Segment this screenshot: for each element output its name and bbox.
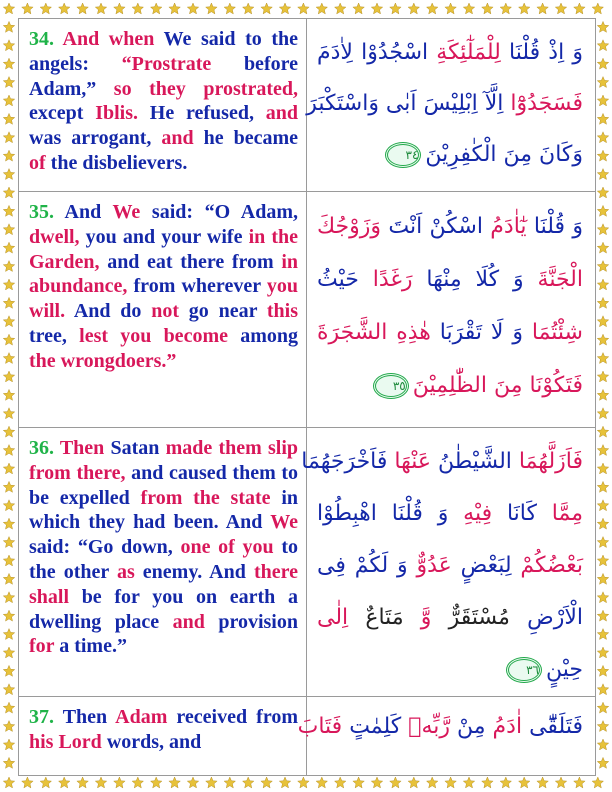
star-icon	[114, 3, 125, 14]
star-icon	[3, 426, 14, 437]
star-icon	[3, 297, 14, 308]
star-icon	[22, 3, 33, 14]
ayah-end-icon: ٣٦	[506, 657, 542, 683]
star-icon	[40, 777, 51, 788]
star-icon	[597, 150, 608, 161]
arabic-word: وَ قُلْنَا	[526, 214, 583, 239]
star-icon	[597, 702, 608, 713]
translation-phrase: Then	[59, 437, 111, 459]
translation-phrase: you will.	[29, 275, 298, 323]
arabic-verse	[306, 19, 587, 191]
translation-phrase: to the other	[29, 536, 298, 583]
arabic-word: رَغَدًا	[358, 267, 413, 292]
arabic-word: الشَّيْطٰنُ	[431, 449, 512, 474]
arabic-word: الْجَنَّةَ	[523, 267, 583, 292]
translation-phrase: be for you	[81, 585, 196, 608]
star-icon	[597, 132, 608, 143]
star-icon	[597, 721, 608, 732]
verse-row-36	[19, 428, 595, 697]
star-icon	[3, 445, 14, 456]
star-icon	[206, 777, 217, 788]
arabic-word: مِمَّا	[536, 501, 583, 526]
arabic-line	[317, 27, 583, 78]
star-icon	[537, 777, 548, 788]
translation-phrase: Iblis.	[95, 102, 150, 125]
star-icon	[597, 445, 608, 456]
star-icon	[3, 21, 14, 32]
star-icon	[597, 389, 608, 400]
translation-phrase: on earth	[195, 585, 288, 608]
english-translation	[19, 19, 307, 191]
arabic-word: اهْبِطُوْا	[317, 501, 377, 526]
star-icon	[3, 316, 14, 327]
star-icon	[77, 777, 88, 788]
star-icon	[316, 3, 327, 14]
translation-phrase: a time.”	[59, 635, 127, 658]
star-icon	[390, 3, 401, 14]
star-icon	[597, 610, 608, 621]
arabic-word: لِلْمَلٰٓئِكَةِ	[428, 40, 501, 65]
star-icon	[169, 777, 180, 788]
translation-phrase: the wrongdoers.”	[29, 349, 177, 372]
star-icon	[482, 777, 493, 788]
arabic-word: فَاَزَلَّهُمَا	[511, 449, 583, 474]
star-icon	[597, 500, 608, 511]
star-icon	[224, 777, 235, 788]
arabic-word: وَ لَكُمْ فِى	[317, 553, 408, 578]
translation-phrase: his Lord	[29, 730, 107, 753]
translation-phrase: not	[151, 300, 189, 323]
translation-phrase: We said	[163, 28, 246, 50]
ayah-end-icon: ٣٤	[385, 142, 421, 168]
star-icon	[592, 777, 603, 788]
star-icon	[427, 777, 438, 788]
star-icon	[371, 3, 382, 14]
star-icon	[574, 777, 585, 788]
verse-number: 37.	[29, 706, 63, 728]
arabic-word: اِلَّآ اِبْلِيْسَ	[416, 91, 504, 116]
translation-phrase: in which they had been. And	[29, 486, 298, 534]
star-icon	[592, 3, 603, 14]
translation-phrase: Adam	[115, 706, 177, 728]
ayah-end-icon: ٣٥	[373, 373, 409, 399]
star-icon	[597, 555, 608, 566]
arabic-word: اِلٰى	[317, 605, 349, 630]
star-icon	[3, 592, 14, 603]
star-icon	[3, 573, 14, 584]
arabic-word: مِنْ	[450, 714, 486, 739]
star-icon	[3, 3, 14, 14]
arabic-word: اٰدَمُ	[485, 714, 523, 739]
arabic-verse	[315, 192, 587, 427]
star-icon	[22, 777, 33, 788]
arabic-word: وَ اِذْ قُلْنَا	[500, 40, 583, 65]
arabic-word: وَ قُلْنَا	[376, 501, 449, 526]
star-icon	[243, 3, 254, 14]
verse-row-34	[19, 19, 595, 192]
star-icon	[482, 3, 493, 14]
translation-phrase: from the state	[140, 486, 282, 509]
arabic-word: رَّبِّهٖ	[401, 714, 451, 739]
translation-phrase: received from	[176, 706, 298, 728]
star-icon	[3, 224, 14, 235]
translation-phrase: tree,	[29, 324, 80, 347]
star-icon	[597, 242, 608, 253]
star-icon	[3, 77, 14, 88]
star-icon	[445, 777, 456, 788]
arabic-line	[317, 306, 583, 359]
star-icon	[597, 334, 608, 345]
arabic-word: فَتَلَقّٰٓى	[522, 714, 583, 739]
star-icon	[3, 353, 14, 364]
star-icon	[500, 3, 511, 14]
star-icon	[597, 224, 608, 235]
translation-phrase: and	[161, 127, 204, 150]
star-icon	[151, 3, 162, 14]
translation-phrase: And	[64, 201, 113, 223]
star-icon	[597, 95, 608, 106]
star-icon	[445, 3, 456, 14]
arabic-line	[301, 436, 583, 488]
star-icon	[519, 3, 530, 14]
star-icon	[597, 205, 608, 216]
translation-phrase: you and your wife	[85, 225, 249, 248]
arabic-word: كَانَا	[492, 501, 537, 526]
arabic-line	[306, 78, 583, 129]
verse-row-35	[19, 192, 595, 428]
star-icon	[335, 777, 346, 788]
star-icon	[3, 334, 14, 345]
translation-phrase: “Prostrate	[121, 52, 244, 75]
arabic-word: مَتَاعٌ	[348, 605, 404, 630]
translation-phrase: in abundance,	[29, 250, 299, 298]
arabic-verse	[301, 428, 587, 696]
verse-row-37	[19, 697, 595, 775]
arabic-word: اسْجُدُوْا لِاٰدَمَ	[317, 40, 429, 65]
star-icon	[597, 316, 608, 327]
arabic-word: وَّ	[403, 605, 432, 630]
translation-phrase: in the Garden,	[29, 225, 299, 273]
star-icon	[3, 408, 14, 419]
arabic-word: مُسْتَقَرٌّ	[431, 605, 510, 630]
star-icon	[3, 518, 14, 529]
translation-phrase: Then	[62, 706, 116, 728]
star-icon	[597, 113, 608, 124]
star-icon	[353, 777, 364, 788]
star-icon	[224, 3, 235, 14]
star-icon	[463, 777, 474, 788]
star-icon	[3, 205, 14, 216]
star-icon	[3, 95, 14, 106]
translation-phrase: so they prostrated,	[113, 77, 298, 100]
arabic-line	[317, 253, 583, 306]
star-icon	[597, 353, 608, 364]
star-icon	[597, 629, 608, 640]
arabic-word: عَنْهَا	[387, 449, 432, 474]
star-icon	[597, 592, 608, 603]
star-icon	[597, 58, 608, 69]
translation-phrase: one of you	[180, 536, 282, 559]
star-icon	[3, 389, 14, 400]
star-icon	[95, 3, 106, 14]
arabic-word: بَعْضُكُمْ	[511, 553, 583, 578]
arabic-verse	[297, 697, 587, 775]
translation-phrase: said: “O Adam,	[151, 201, 298, 223]
arabic-word: يٰٓاٰدَمُ	[482, 214, 527, 239]
translation-phrase: And when	[62, 28, 164, 50]
arabic-word: هٰذِهِ الشَّجَرَةَ	[317, 320, 431, 345]
star-icon	[597, 261, 608, 272]
translation-phrase: dwell,	[29, 225, 86, 248]
arabic-word: فِيْهِ	[448, 501, 493, 526]
star-icon	[597, 647, 608, 658]
star-icon	[597, 169, 608, 180]
star-icon	[597, 684, 608, 695]
star-icon	[597, 537, 608, 548]
star-icon	[3, 58, 14, 69]
star-icon	[316, 777, 327, 788]
arabic-word: الْاَرْضِ	[509, 605, 584, 630]
translation-phrase: for	[29, 635, 60, 658]
translation-phrase: there shall	[29, 560, 298, 608]
translation-phrase: and eat there from	[107, 250, 282, 273]
translation-phrase: of	[29, 151, 51, 174]
star-icon	[597, 757, 608, 768]
verse-number: 34.	[29, 28, 63, 50]
star-icon	[114, 777, 125, 788]
star-icon	[597, 279, 608, 290]
arabic-line	[317, 488, 583, 540]
star-icon	[597, 187, 608, 198]
translation-phrase: And do	[73, 300, 152, 323]
star-icon	[335, 3, 346, 14]
star-icon	[597, 665, 608, 676]
star-icon	[597, 463, 608, 474]
arabic-word: حَيْثُ	[317, 267, 359, 292]
star-icon	[3, 279, 14, 290]
star-icon	[3, 702, 14, 713]
translation-phrase: he became	[203, 127, 299, 150]
star-icon	[206, 3, 217, 14]
translation-phrase: a dwelling place	[29, 585, 298, 633]
arabic-word: فَاَخْرَجَهُمَا	[301, 449, 388, 474]
star-icon	[3, 187, 14, 198]
arabic-word: كَلِمٰتٍ	[342, 714, 402, 739]
star-icon	[298, 777, 309, 788]
translation-phrase: the disbelievers.	[50, 151, 188, 174]
star-icon	[3, 481, 14, 492]
translation-phrase: this	[266, 300, 298, 323]
verse-table	[18, 18, 596, 776]
star-icon	[59, 3, 70, 14]
star-icon	[95, 777, 106, 788]
star-icon	[279, 3, 290, 14]
star-icon	[3, 757, 14, 768]
translation-phrase: lest you become	[79, 324, 241, 347]
arabic-word: وَزَوْجُكَ	[317, 214, 382, 239]
star-icon	[555, 3, 566, 14]
translation-phrase: and caused them to be expelled	[29, 461, 299, 509]
translation-phrase: words, and	[106, 730, 202, 753]
arabic-word: حِيْنٍ	[546, 657, 583, 682]
star-icon	[3, 242, 14, 253]
arabic-line	[297, 705, 583, 749]
star-icon	[3, 537, 14, 548]
star-icon	[500, 777, 511, 788]
star-icon	[3, 113, 14, 124]
translation-phrase: and	[172, 610, 219, 633]
star-icon	[3, 610, 14, 621]
star-icon	[3, 777, 14, 788]
star-icon	[390, 777, 401, 788]
star-icon	[132, 777, 143, 788]
translation-phrase: go near	[188, 300, 267, 323]
english-translation	[19, 697, 307, 775]
star-icon	[3, 555, 14, 566]
star-icon	[353, 3, 364, 14]
star-icon	[3, 371, 14, 382]
star-icon	[597, 297, 608, 308]
star-icon	[3, 739, 14, 750]
translation-phrase: except	[29, 102, 96, 125]
star-icon	[3, 150, 14, 161]
translation-phrase: and	[265, 102, 298, 125]
star-icon	[597, 518, 608, 529]
star-icon	[537, 3, 548, 14]
translation-phrase: He refused,	[149, 102, 266, 125]
arabic-word: وَ كُلَا مِنْهَا	[412, 267, 524, 292]
arabic-word: شِئْتُمَا	[522, 320, 583, 345]
arabic-word: فَتَابَ	[297, 714, 343, 739]
star-icon	[187, 3, 198, 14]
star-icon	[597, 481, 608, 492]
arabic-line	[317, 540, 583, 592]
star-icon	[261, 3, 272, 14]
star-icon	[3, 629, 14, 640]
translation-phrase: made them slip	[165, 437, 299, 459]
star-icon	[408, 777, 419, 788]
star-icon	[371, 777, 382, 788]
star-icon	[597, 408, 608, 419]
star-icon	[597, 77, 608, 88]
star-icon	[261, 777, 272, 788]
star-icon	[3, 684, 14, 695]
arabic-word: عَدُوٌّ	[407, 553, 452, 578]
star-icon	[59, 777, 70, 788]
arabic-word: اَبٰى وَاسْتَكْبَرَ	[306, 91, 417, 116]
translation-phrase: Satan	[110, 437, 166, 459]
star-icon	[597, 371, 608, 382]
arabic-line	[317, 200, 583, 253]
star-icon	[169, 3, 180, 14]
translation-phrase: enemy. And	[142, 560, 254, 583]
star-icon	[187, 777, 198, 788]
translation-phrase: as	[116, 560, 143, 583]
star-icon	[3, 132, 14, 143]
star-icon	[151, 777, 162, 788]
arabic-line	[317, 129, 583, 180]
translation-phrase: from wherever	[133, 275, 267, 298]
arabic-word: فَتَكُوْنَا مِنَ الظّٰلِمِيْنَ	[412, 373, 583, 398]
star-icon	[463, 3, 474, 14]
translation-phrase: provision	[218, 610, 298, 633]
star-icon	[597, 573, 608, 584]
star-icon	[298, 3, 309, 14]
verse-number: 35.	[29, 201, 65, 223]
translation-phrase: We	[112, 201, 152, 223]
star-icon	[408, 3, 419, 14]
star-icon	[3, 665, 14, 676]
star-icon	[3, 261, 14, 272]
translation-phrase: before Adam,”	[29, 52, 298, 100]
star-icon	[3, 721, 14, 732]
star-icon	[3, 647, 14, 658]
translation-phrase: was arrogant,	[29, 127, 162, 150]
star-icon	[243, 777, 254, 788]
star-icon	[3, 169, 14, 180]
star-icon	[597, 739, 608, 750]
star-icon	[519, 777, 530, 788]
star-icon	[427, 3, 438, 14]
star-icon	[597, 21, 608, 32]
star-icon	[132, 3, 143, 14]
arabic-word: وَ لَا تَقْرَبَا	[430, 320, 523, 345]
star-icon	[555, 777, 566, 788]
arabic-line	[317, 359, 583, 412]
translation-phrase: We	[270, 511, 298, 534]
star-icon	[3, 463, 14, 474]
translation-phrase: from there,	[29, 461, 132, 484]
star-icon	[279, 777, 290, 788]
arabic-word: اسْكُنْ اَنْتَ	[381, 214, 483, 239]
star-icon	[3, 500, 14, 511]
verse-number: 36.	[29, 437, 60, 459]
star-icon	[574, 3, 585, 14]
star-icon	[597, 40, 608, 51]
star-icon	[77, 3, 88, 14]
star-icon	[40, 3, 51, 14]
translation-phrase: to the angels:	[29, 28, 298, 75]
arabic-line	[317, 644, 583, 696]
arabic-word: وَكَانَ مِنَ الْكٰفِرِيْنَ	[425, 142, 583, 167]
english-translation	[19, 428, 307, 696]
arabic-word: لِبَعْضٍ	[451, 553, 512, 578]
translation-phrase: among	[240, 324, 298, 347]
arabic-line	[317, 592, 583, 644]
arabic-word: فَسَجَدُوْٓا	[503, 91, 583, 116]
star-icon	[3, 40, 14, 51]
star-icon	[597, 426, 608, 437]
translation-phrase: said: “Go down,	[29, 536, 181, 559]
english-translation	[19, 192, 307, 427]
